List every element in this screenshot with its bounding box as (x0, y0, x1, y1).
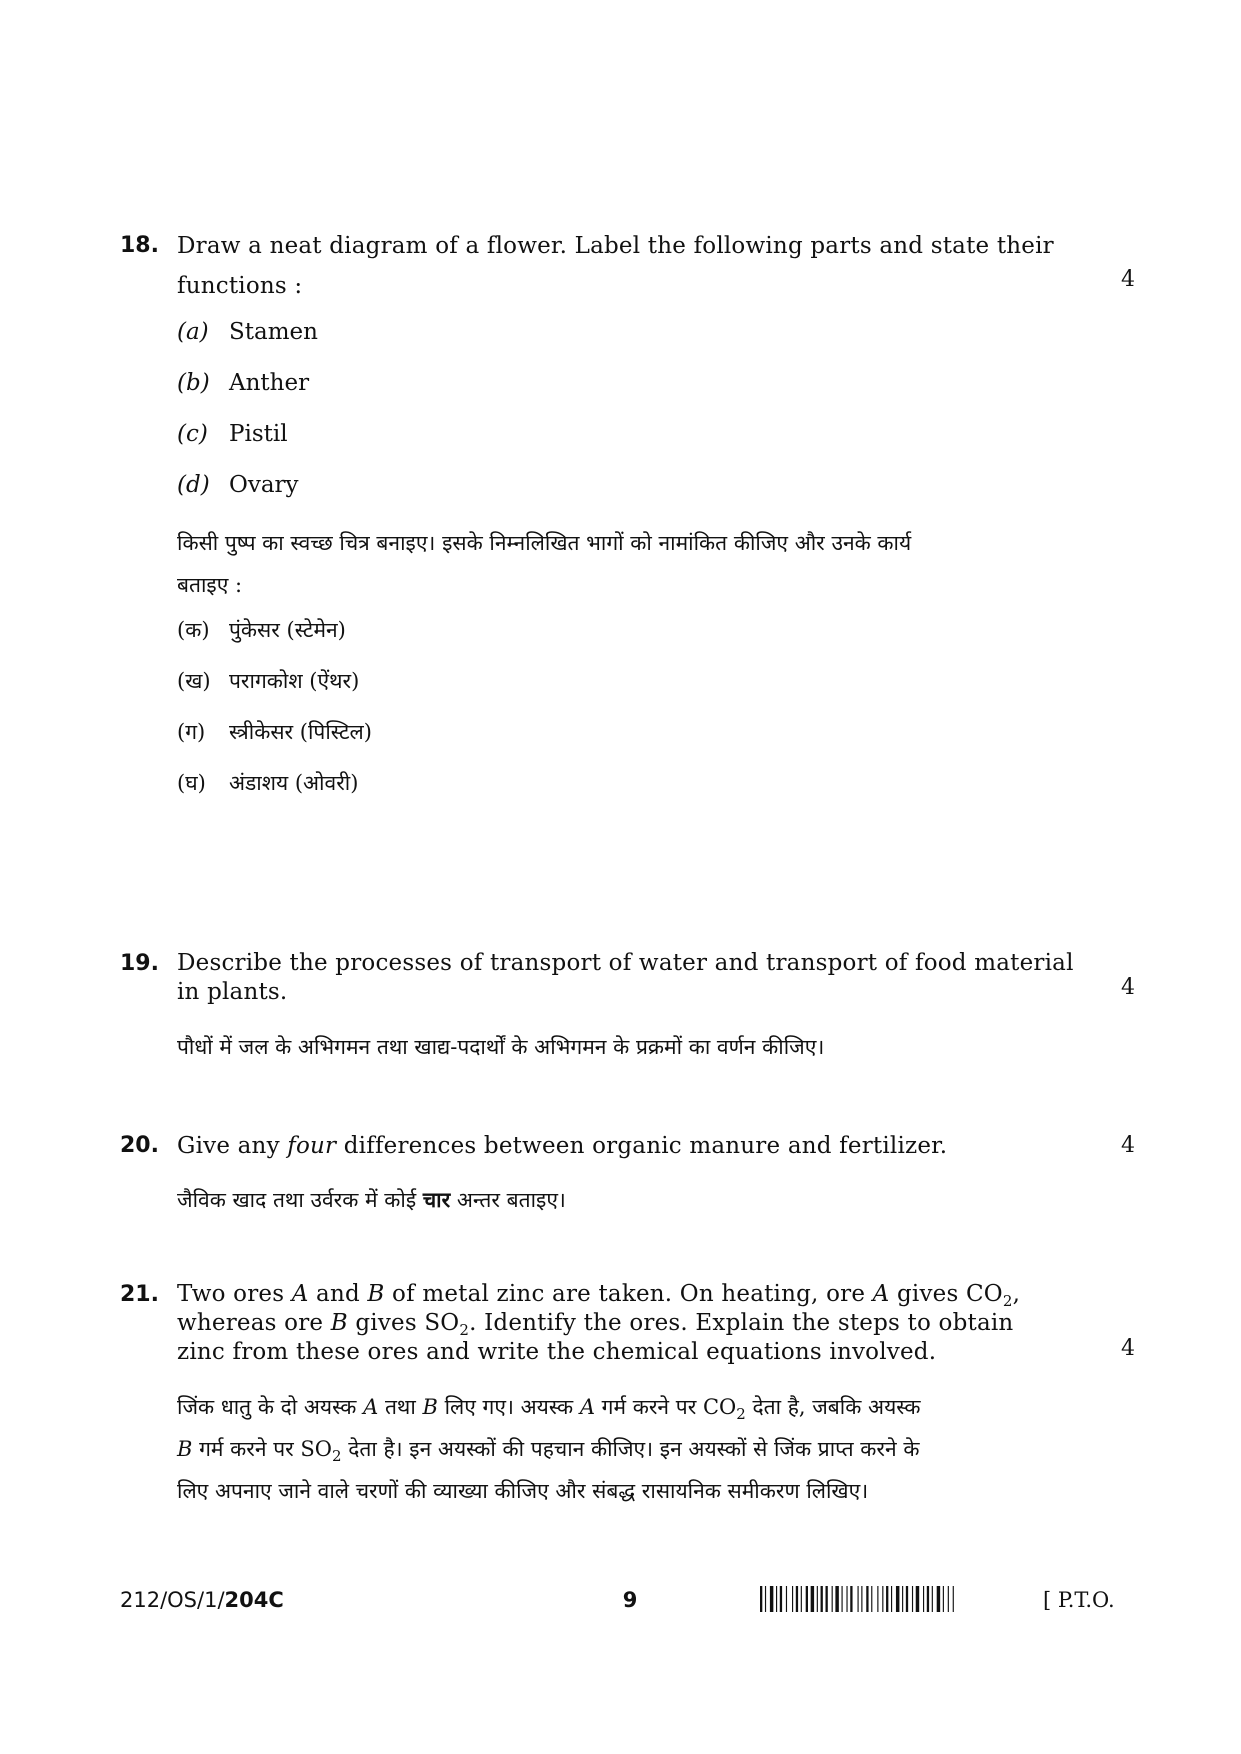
text-segment: लिए गए। अयस्क (437, 1395, 580, 1419)
option-a (177, 312, 318, 352)
question-text-hindi (177, 522, 1057, 606)
question-text-line: Draw a neat diagram of a flower. Label the following parts and state their (177, 233, 1054, 259)
hindi-text-line (177, 1428, 1057, 1470)
variable-a: A (363, 1395, 379, 1419)
option-text: अंडाशय (ओवरी) (229, 771, 359, 795)
question-number: 21. (120, 1282, 159, 1307)
question-text (177, 226, 1057, 306)
question-18 (120, 226, 1135, 806)
variable-b: B (330, 1310, 348, 1336)
variable-b: B (367, 1281, 385, 1307)
text-segment: Two ores (177, 1281, 292, 1307)
option-label: (ख) (177, 669, 211, 693)
variable-b: B (177, 1437, 193, 1461)
question-number: 20. (120, 1133, 159, 1158)
question-text-line (177, 1280, 1057, 1309)
emphasis-text: four (287, 1133, 337, 1159)
option-label: (क) (177, 618, 210, 642)
question-text-hindi: पौधों में जल के अभिगमन तथा खाद्य-पदार्थों के अभिगमन के प्रक्रमों का वर्णन कीजिए। (177, 1035, 825, 1059)
text-segment: gives SO (347, 1310, 460, 1336)
option-label: (ग) (177, 720, 206, 744)
question-text-line (177, 1309, 1057, 1338)
question-number: 18. (120, 233, 159, 258)
text-segment: अन्तर बताइए। (450, 1188, 566, 1212)
text-segment: तथा (378, 1395, 423, 1419)
text-segment: whereas ore (177, 1310, 331, 1336)
text-segment: of metal zinc are taken. On heating, ore (384, 1281, 873, 1307)
subscript: 2 (459, 1321, 470, 1339)
text-segment: and (308, 1281, 368, 1307)
hindi-text-line: किसी पुष्प का स्वच्छ चित्र बनाइए। इसके निम्नलिखित भागों को नामांकित कीजिए और उनके कार्य (177, 531, 912, 555)
option-text: स्त्रीकेसर (पिस्टिल) (229, 720, 372, 744)
question-21 (120, 1280, 1135, 1510)
text-segment: Give any (177, 1133, 288, 1159)
option-text: Pistil (229, 421, 288, 447)
option-kha (177, 661, 359, 701)
option-label: (a) (177, 319, 209, 345)
variable-a: A (872, 1281, 890, 1307)
text-segment: देता है। इन अयस्कों की पहचान कीजिए। इन अयस्कों से जिंक प्राप्त करने के (341, 1437, 920, 1461)
question-text-hindi (177, 1180, 1057, 1220)
marks: 4 (1121, 1133, 1135, 1158)
text-segment: जैविक खाद तथा उर्वरक में कोई (177, 1188, 423, 1212)
pto-label: [ P.T.O. (1043, 1588, 1115, 1612)
question-text-line: in plants. (177, 979, 288, 1005)
page-number: 9 (622, 1588, 638, 1612)
paper-code-bold: 204C (224, 1588, 284, 1612)
option-text: परागकोश (ऐंथर) (229, 669, 360, 693)
hindi-text-line: बताइए : (177, 573, 243, 597)
marks: 4 (1121, 975, 1135, 1000)
option-b (177, 363, 309, 403)
option-label: (c) (177, 421, 208, 447)
hindi-text-line: लिए अपनाए जाने वाले चरणों की व्याख्या कीजिए और संबद्ध रासायनिक समीकरण लिखिए। (177, 1479, 869, 1503)
option-text: Ovary (229, 472, 299, 498)
option-text: पुंकेसर (स्टेमेन) (229, 618, 346, 642)
text-segment: गर्म करने पर CO (594, 1395, 737, 1419)
question-text-hindi (177, 1386, 1057, 1512)
option-label: (d) (177, 472, 210, 498)
variable-a: A (291, 1281, 309, 1307)
text-segment: देता है, जबकि अयस्क (745, 1395, 921, 1419)
question-text-line: zinc from these ores and write the chemical equations involved. (177, 1339, 937, 1365)
option-text: Anther (229, 370, 310, 396)
option-c (177, 414, 288, 454)
option-d (177, 465, 299, 505)
question-text-line: functions : (177, 273, 303, 299)
option-text: Stamen (229, 319, 318, 345)
text-segment: गर्म करने पर SO (192, 1437, 333, 1461)
page-footer (120, 1582, 1130, 1618)
variable-b: B (422, 1395, 438, 1419)
text-segment: . Identify the ores. Explain the steps to obtain (469, 1310, 1014, 1336)
text-segment: differences between organic manure and fertilizer. (336, 1133, 948, 1159)
bold-text: चार (422, 1187, 451, 1212)
variable-a: A (579, 1395, 595, 1419)
question-number: 19. (120, 951, 159, 976)
marks: 4 (1121, 267, 1135, 292)
subscript: 2 (332, 1447, 342, 1465)
barcode-icon (760, 1586, 1030, 1612)
question-text-line: Describe the processes of transport of water and transport of food material (177, 950, 1074, 976)
option-gha (177, 763, 358, 803)
text-segment: जिंक धातु के दो अयस्क (177, 1395, 364, 1419)
text-segment: , (1012, 1281, 1021, 1307)
hindi-text-line (177, 1386, 1057, 1428)
question-text (177, 1126, 1057, 1166)
subscript: 2 (1002, 1292, 1013, 1310)
marks: 4 (1121, 1336, 1135, 1361)
option-label: (b) (177, 370, 210, 396)
option-label: (घ) (177, 771, 206, 795)
question-text (177, 949, 1074, 1007)
option-ka (177, 610, 346, 650)
text-segment: gives CO (889, 1281, 1003, 1307)
question-text (177, 1280, 1057, 1367)
paper-code (120, 1582, 284, 1618)
option-ga (177, 712, 372, 752)
question-19 (120, 949, 1135, 1069)
subscript: 2 (736, 1405, 746, 1423)
paper-code-prefix: 212/OS/1/ (120, 1588, 225, 1612)
question-20 (120, 1126, 1135, 1226)
